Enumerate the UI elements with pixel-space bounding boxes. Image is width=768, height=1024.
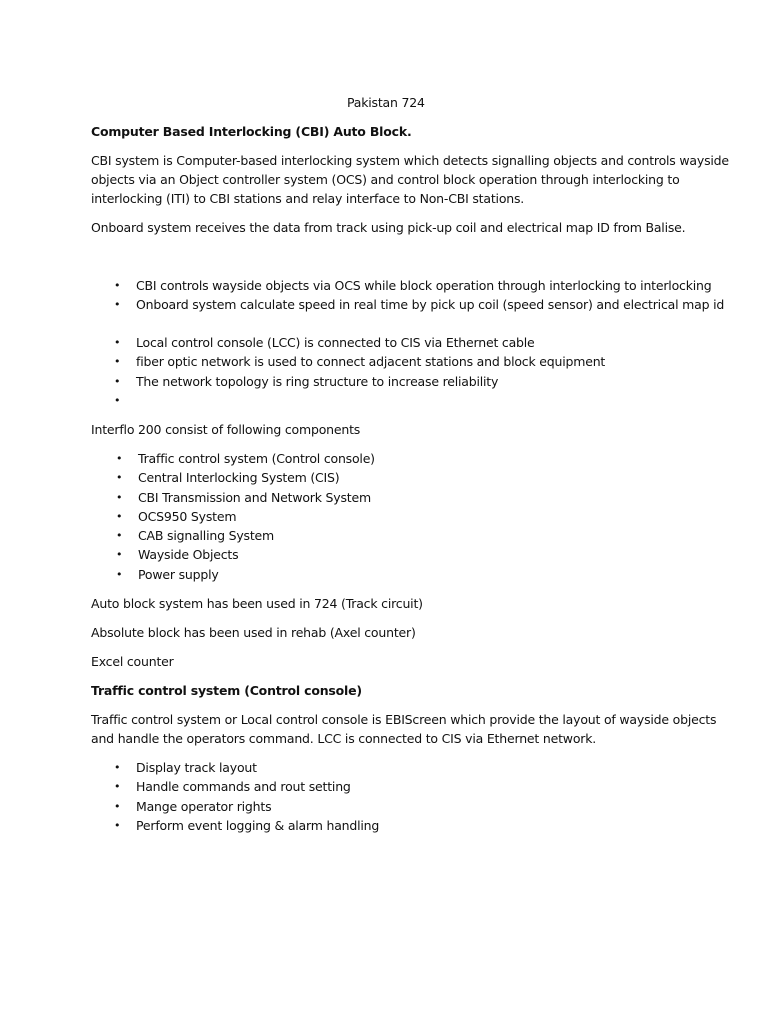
paragraph-line: and handle the operators command. LCC is connected to CIS via Ethernet network. — [91, 731, 597, 746]
bullet-icon: • — [116, 491, 123, 504]
list-item-text: Power supply — [138, 567, 219, 582]
paragraph-line: CBI system is Computer-based interlocking system which detects signalling objects and controls wayside — [91, 153, 729, 168]
paragraph: Auto block system has been used in 724 (Track circuit) — [91, 596, 423, 611]
list-item-text: Handle commands and rout setting — [136, 779, 351, 794]
section-heading: Computer Based Interlocking (CBI) Auto Block. — [91, 124, 412, 139]
bullet-icon: • — [114, 819, 121, 832]
list-item-text: The network topology is ring structure to increase reliability — [136, 374, 499, 389]
bullet-icon: • — [114, 761, 121, 774]
bullet-icon: • — [114, 336, 121, 349]
paragraph-line: Traffic control system or Local control console is EBIScreen which provide the layout of wayside objects — [91, 712, 717, 727]
bullet-icon: • — [116, 452, 123, 465]
list-item-text: Local control console (LCC) is connected to CIS via Ethernet cable — [136, 335, 535, 350]
document-title: Pakistan 724 — [347, 95, 425, 110]
bullet-icon: • — [114, 800, 121, 813]
paragraph: Interflo 200 consist of following components — [91, 422, 361, 437]
bullet-icon: • — [114, 298, 121, 311]
bullet-icon: • — [116, 568, 123, 581]
bullet-icon: • — [116, 510, 123, 523]
paragraph: Absolute block has been used in rehab (Axel counter) — [91, 625, 416, 640]
bullet-icon: • — [116, 529, 123, 542]
bullet-icon: • — [116, 471, 123, 484]
paragraph-line: interlocking (ITI) to CBI stations and relay interface to Non-CBI stations. — [91, 191, 525, 206]
list-item-text: CAB signalling System — [138, 528, 274, 543]
list-item-text: fiber optic network is used to connect adjacent stations and block equipment — [136, 354, 606, 369]
list-item-text: Display track layout — [136, 760, 257, 775]
paragraph-line: objects via an Object controller system (OCS) and control block operation through interlocking to — [91, 172, 680, 187]
list-item-text: Traffic control system (Control console) — [138, 451, 375, 466]
list-item-text: CBI controls wayside objects via OCS while block operation through interlocking to interlocking — [136, 278, 712, 293]
bullet-icon: • — [114, 375, 121, 388]
list-item-text: Central Interlocking System (CIS) — [138, 470, 340, 485]
bullet-icon: • — [114, 780, 121, 793]
bullet-icon: • — [116, 548, 123, 561]
list-item-text: CBI Transmission and Network System — [138, 490, 371, 505]
list-item-text: Wayside Objects — [138, 547, 239, 562]
paragraph: Onboard system receives the data from track using pick-up coil and electrical map ID from Balise. — [91, 220, 686, 235]
list-item-text: Onboard system calculate speed in real time by pick up coil (speed sensor) and electrical map id — [136, 297, 725, 312]
bullet-icon: • — [114, 394, 121, 407]
paragraph: Excel counter — [91, 654, 174, 669]
list-item-text: Perform event logging & alarm handling — [136, 818, 380, 833]
list-item-text: Mange operator rights — [136, 799, 272, 814]
section-heading: Traffic control system (Control console) — [91, 683, 362, 698]
list-item-text: OCS950 System — [138, 509, 237, 524]
bullet-icon: • — [114, 279, 121, 292]
bullet-icon: • — [114, 355, 121, 368]
